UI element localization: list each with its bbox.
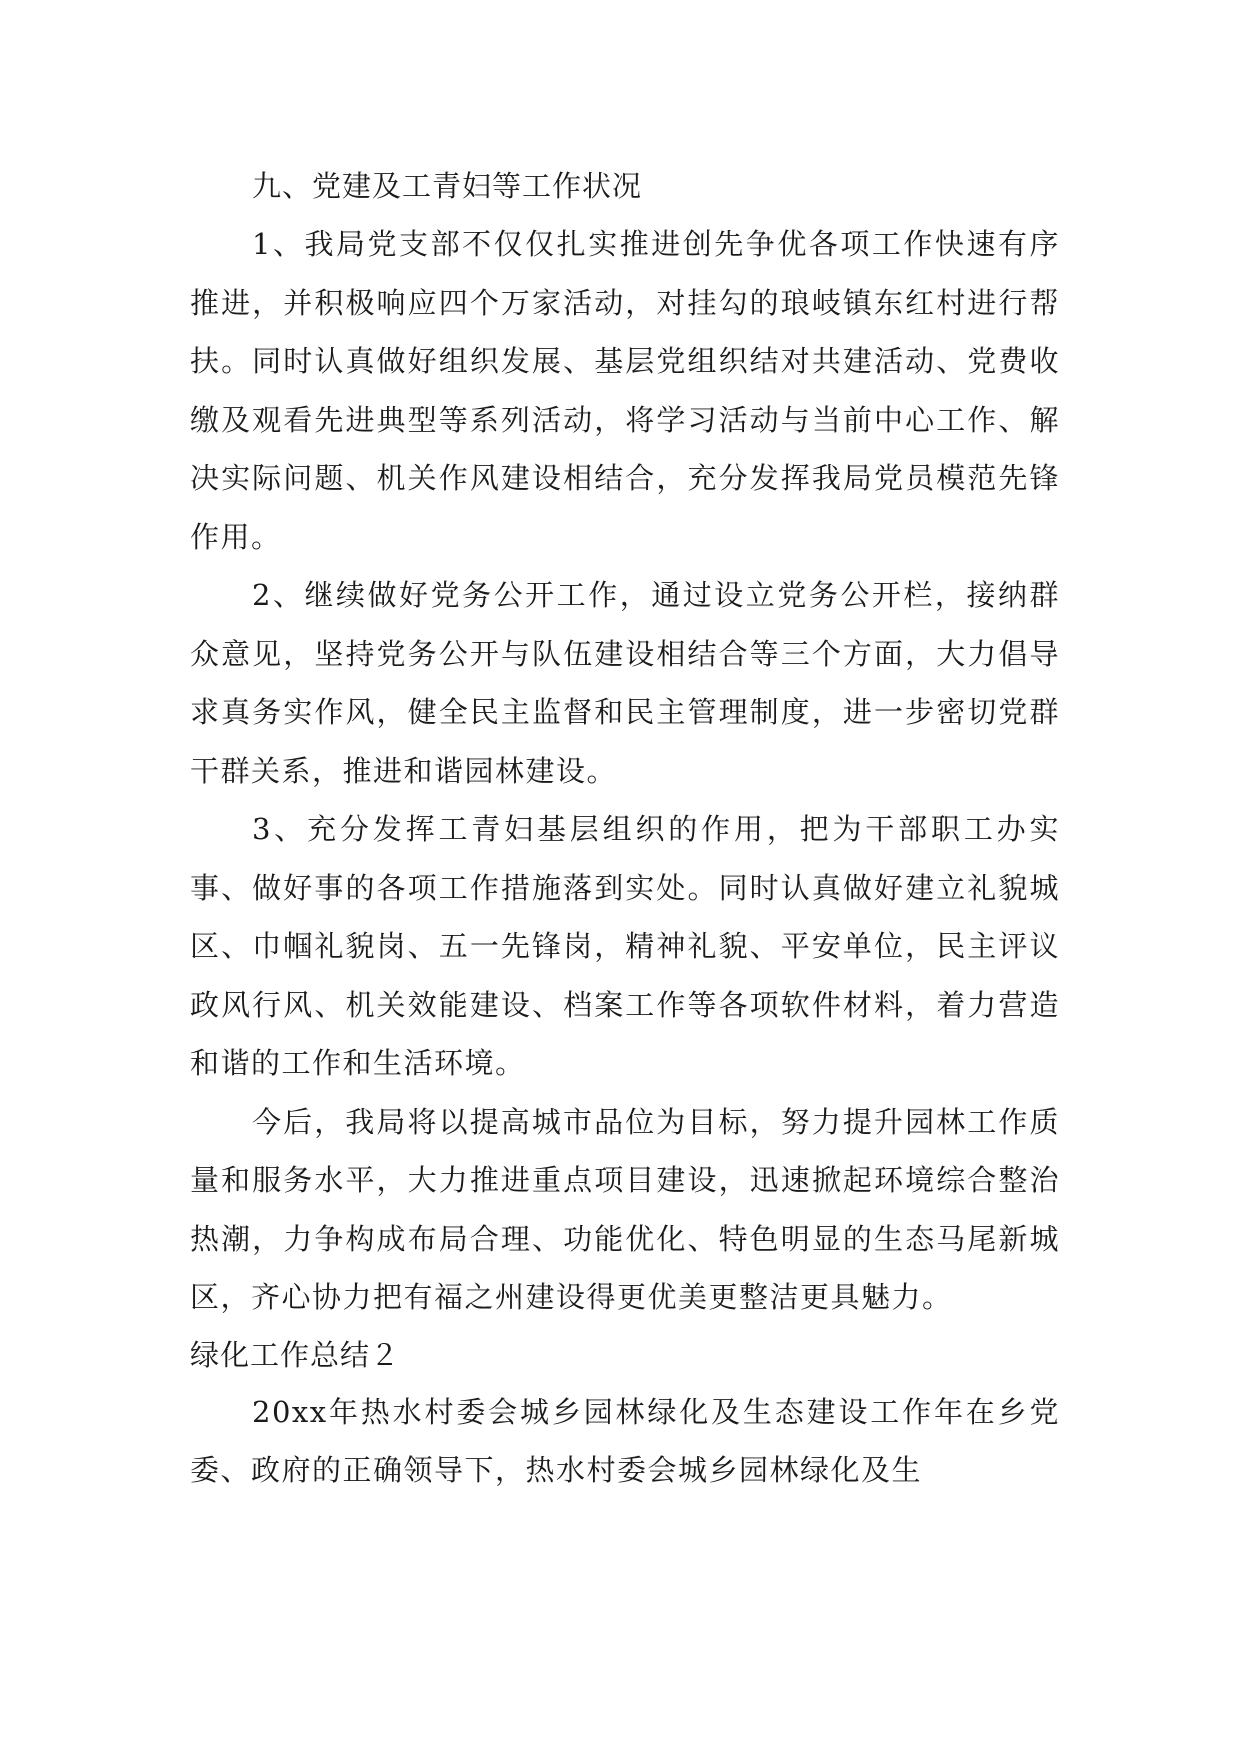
paragraph-youth-women: 3、充分发挥工青妇基层组织的作用，把为干部职工办实事、做好事的各项工作措施落到实处。同时认真做好建立礼貌城区、巾帼礼貌岗、五一先锋岗，精神礼貌、平安单位，民主评议政风行风、机关效能建设、档案工作等各项软件材料，着力营造和谐的工作和生活环境。 <box>190 812 1060 1080</box>
summary-title: 绿化工作总结２ <box>190 1337 401 1372</box>
paragraph-party-affairs: 2、继续做好党务公开工作，通过设立党务公开栏，接纳群众意见，坚持党务公开与队伍建设相结合等三个方面，大力倡导求真务实作风，健全民主监督和民主管理制度，进一步密切党群干群关系，推进和谐园林建设。 <box>190 578 1060 788</box>
section-heading: 九、党建及工青妇等工作状况 <box>252 169 643 203</box>
paragraph-summary-intro: 20xx年热水村委会城乡园林绿化及生态建设工作年在乡党委、政府的正确领导下，热水村委会城乡园林绿化及生 <box>190 1394 1060 1487</box>
document-page <box>190 157 1060 1500</box>
paragraph-party-branch: 1、我局党支部不仅仅扎实推进创先争优各项工作快速有序推进，并积极响应四个万家活动，对挂勾的琅岐镇东红村进行帮扶。同时认真做好组织发展、基层党组织结对共建活动、党费收缴及观看先进典型等系列活动，将学习活动与当前中心工作、解决实际问题、机关作风建设相结合，充分发挥我局党员模范先锋作用。 <box>190 227 1060 554</box>
paragraph-outlook: 今后，我局将以提高城市品位为目标，努力提升园林工作质量和服务水平，大力推进重点项目建设，迅速掀起环境综合整治热潮，力争构成布局合理、功能优化、特色明显的生态马尾新城区，齐心协力把有福之州建设得更优美更整洁更具魅力。 <box>190 1104 1060 1314</box>
